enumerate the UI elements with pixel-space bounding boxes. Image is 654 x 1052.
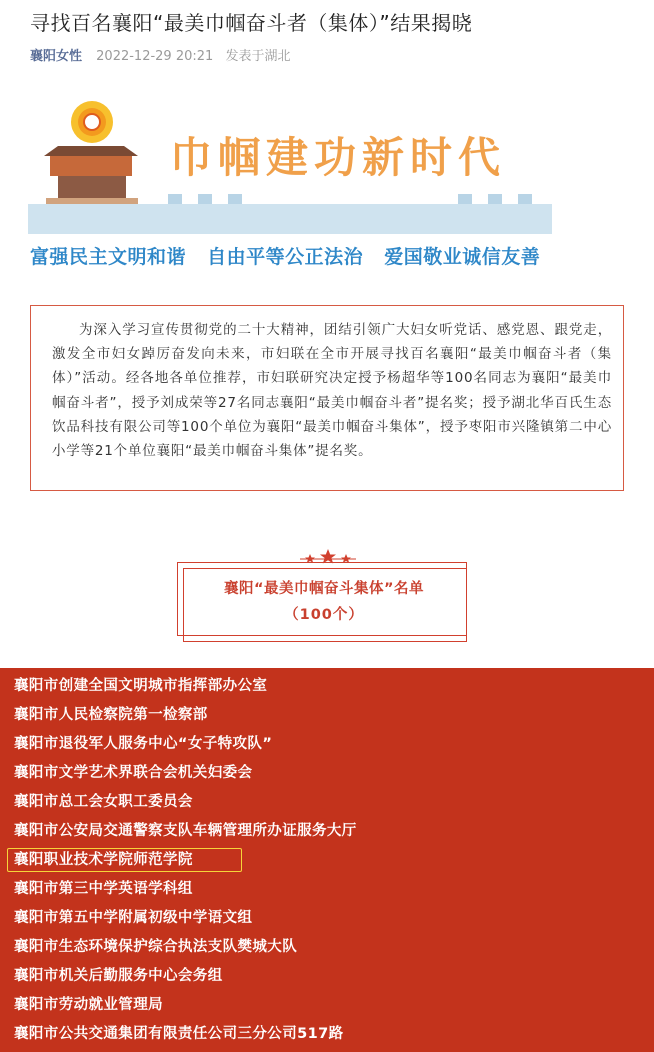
article-meta bbox=[30, 48, 290, 66]
author-link[interactable]: 襄阳女性 bbox=[30, 49, 83, 64]
banner-heading: 巾帼建功新时代 bbox=[170, 133, 507, 182]
list-title: 襄阳“最美巾帼奋斗集体”名单 bbox=[223, 581, 425, 597]
list-item: 襄阳市第三中学英语学科组 bbox=[14, 881, 193, 897]
list-item-highlighted: 襄阳职业技术学院师范学院 bbox=[0, 846, 654, 875]
list-item: 襄阳市生态环境保护综合执法支队樊城大队 bbox=[14, 939, 298, 955]
list-item: 襄阳市人民检察院第一检察部 bbox=[14, 707, 208, 723]
list-count: （100个） bbox=[284, 607, 364, 623]
core-values-slogan bbox=[30, 244, 630, 270]
list-item: 襄阳市第五中学附属初级中学语文组 bbox=[14, 910, 253, 926]
slogan-3: 爱国敬业诚信友善 bbox=[384, 246, 541, 268]
list-item: 襄阳市机关后勤服务中心会务组 bbox=[14, 968, 223, 984]
list-item: 襄阳市劳动就业管理局 bbox=[14, 997, 163, 1013]
publish-location: 发表于湖北 bbox=[225, 49, 291, 64]
sun-emblem-icon bbox=[71, 101, 113, 143]
list-item: 襄阳市文学艺术界联合会机关妇委会 bbox=[14, 765, 253, 781]
list-item: 襄阳市公共交通集团有限责任公司三分公司517路 bbox=[14, 1026, 344, 1042]
tower-icon bbox=[44, 146, 138, 208]
org-list bbox=[0, 672, 654, 1049]
list-item: 襄阳市公安局交通警察支队车辆管理所办证服务大厅 bbox=[14, 823, 357, 839]
banner-image bbox=[28, 100, 552, 234]
slogan-1: 富强民主文明和谐 bbox=[30, 246, 187, 268]
list-title-frame bbox=[177, 562, 467, 642]
intro-paragraph: 为深入学习宣传贯彻党的二十大精神，团结引领广大妇女听党话、感党恩、跟党走，激发全市妇女踔厉奋发向未来，市妇联在全市开展寻找百名襄阳“最美巾帼奋斗者（集体）”活动。经各地各单位推荐，市妇联研究决定授予杨超华等100名同志为襄阳“最美巾帼奋斗者”，授予刘成荣等27名同志襄阳“最美巾帼奋斗者”提名奖；授予湖北华百氏生态饮品科技有限公司等100个单位为襄阳“最美巾帼奋斗集体”，授予枣阳市兴隆镇第二中心小学等21个单位襄阳“最美巾帼奋斗集体”提名奖。 bbox=[52, 322, 612, 460]
publish-date: 2022-12-29 20:21 bbox=[96, 49, 214, 64]
org-list-panel bbox=[0, 668, 654, 1052]
list-item: 襄阳市创建全国文明城市指挥部办公室 bbox=[14, 678, 268, 694]
article-title: 寻找百名襄阳“最美巾帼奋斗者（集体）”结果揭晓 bbox=[30, 11, 473, 35]
list-item: 襄阳市总工会女职工委员会 bbox=[14, 794, 193, 810]
slogan-2: 自由平等公正法治 bbox=[207, 246, 364, 268]
list-item: 襄阳市退役军人服务中心“女子特攻队” bbox=[14, 736, 273, 752]
